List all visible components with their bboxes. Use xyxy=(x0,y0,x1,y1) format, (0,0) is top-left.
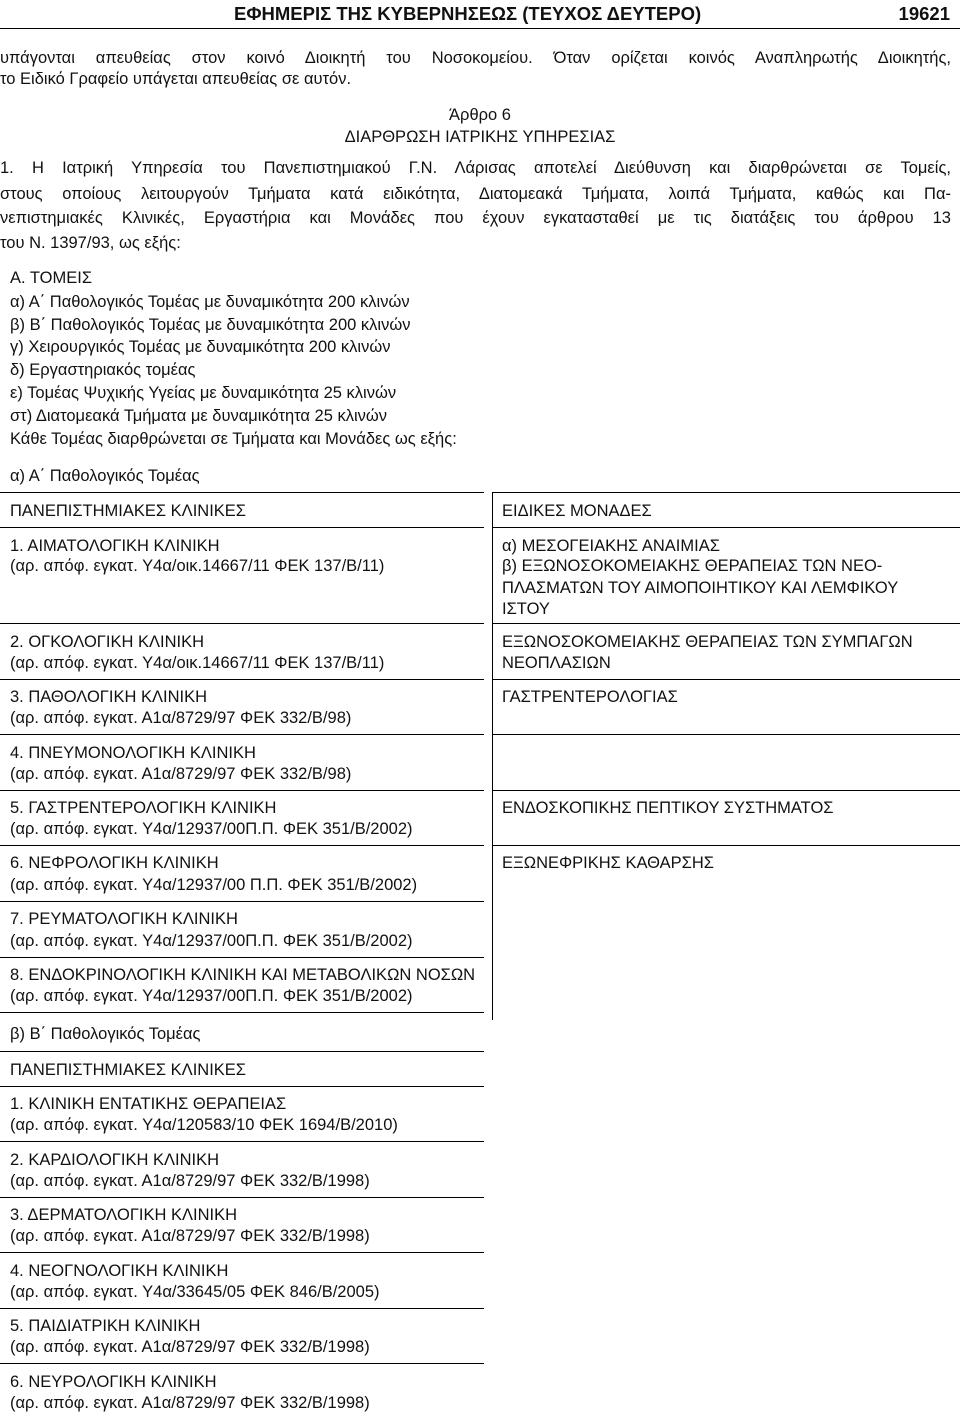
special-unit: ΙΣΤΟΥ xyxy=(502,600,550,618)
row-rule-right xyxy=(492,845,960,846)
article-paragraph-line-3: νεπιστημιακές Κλινικές, Εργαστήρια και Μονάδες που έχουν εγκατασταθεί με τις διατάξεις του άρθρου 13 xyxy=(0,209,951,227)
page-number: 19621 xyxy=(898,3,950,24)
row-rule-right xyxy=(492,623,960,624)
clinic-ref: (αρ. απόφ. εγκατ. Υ4α/οικ.14667/11 ΦΕΚ 137/Β/11) xyxy=(10,654,385,672)
clinic-name: 6. ΝΕΥΡΟΛΟΓΙΚΗ ΚΛΙΝΙΚΗ xyxy=(10,1373,217,1391)
gazette-title: ΕΦΗΜΕΡΙΣ ΤΗΣ ΚΥΒΕΡΝΗΣΕΩΣ (ΤΕΥΧΟΣ ΔΕΥΤΕΡΟ) xyxy=(234,3,702,24)
clinic-ref: (αρ. απόφ. εγκατ. Α1α/8729/97 ΦΕΚ 332/Β/1998) xyxy=(10,1338,370,1356)
article-paragraph-line-1: 1. Η Ιατρική Υπηρεσία του Πανεπιστημιακού Γ.Ν. Λάρισας αποτελεί Διεύθυνση και διαρθρώνεται σε Τομείς, xyxy=(0,159,951,177)
special-units-header: ΕΙΔΙΚΕΣ ΜΟΝΑΔΕΣ xyxy=(502,502,652,520)
sectors-heading: Α. ΤΟΜΕΙΣ xyxy=(10,269,93,287)
clinic-name: 4. ΠΝΕΥΜΟΝΟΛΟΓΙΚΗ ΚΛΙΝΙΚΗ xyxy=(10,744,256,762)
row-rule xyxy=(0,1012,484,1013)
header-rule-left xyxy=(0,527,484,528)
row-rule-right xyxy=(492,679,960,680)
clinic-name: 5. ΠΑΙΔΙΑΤΡΙΚΗ ΚΛΙΝΙΚΗ xyxy=(10,1317,201,1335)
sector-item: ε) Τομέας Ψυχικής Υγείας με δυναμικότητα 25 κλινών xyxy=(10,384,397,402)
row-rule xyxy=(0,1308,484,1309)
clinic-ref: (αρ. απόφ. εγκατ. Α1α/8729/97 ΦΕΚ 332/Β/1998) xyxy=(10,1172,370,1190)
special-unit: ΠΛΑΣΜΑΤΩΝ ΤΟΥ ΑΙΜΟΠΟΙΗΤΙΚΟΥ ΚΑΙ ΛΕΜΦΙΚΟΥ xyxy=(502,579,899,597)
intro-line-2: το Ειδικό Γραφείο υπάγεται απευθείας σε αυτόν. xyxy=(0,70,352,88)
row-rule xyxy=(0,1252,484,1253)
clinic-ref: (αρ. απόφ. εγκατ. Υ4α/12937/00Π.Π. ΦΕΚ 351/Β/2002) xyxy=(10,932,413,950)
row-rule xyxy=(0,1197,484,1198)
row-rule xyxy=(0,901,484,902)
clinic-ref: (αρ. απόφ. εγκατ. Υ4α/12937/00Π.Π. ΦΕΚ 351/Β/2002) xyxy=(10,820,413,838)
clinic-name: 8. ΕΝΔΟΚΡΙΝΟΛΟΓΙΚΗ ΚΛΙΝΙΚΗ ΚΑΙ ΜΕΤΑΒΟΛΙΚΩΝ ΝΟΣΩΝ xyxy=(10,966,476,984)
sector-b-top-rule xyxy=(0,1051,484,1052)
row-rule-right xyxy=(492,790,960,791)
clinic-ref: (αρ. απόφ. εγκατ. Α1α/8729/97 ΦΕΚ 332/Β/1998) xyxy=(10,1227,370,1245)
sector-item: β) Β΄ Παθολογικός Τομέας με δυναμικότητα 200 κλινών xyxy=(10,316,411,334)
row-rule xyxy=(0,845,484,846)
clinic-ref: (αρ. απόφ. εγκατ. Υ4α/12937/00 Π.Π. ΦΕΚ 351/Β/2002) xyxy=(10,876,418,894)
page-header xyxy=(0,0,960,29)
clinic-ref: (αρ. απόφ. εγκατ. Α1α/8729/97 ΦΕΚ 332/Β/98) xyxy=(10,709,352,727)
clinics-header: ΠΑΝΕΠΙΣΤΗΜΙΑΚΕΣ ΚΛΙΝΙΚΕΣ xyxy=(10,502,246,520)
table-column-divider xyxy=(492,492,493,1020)
header-rule-right xyxy=(492,527,960,528)
clinic-name: 3. ΔΕΡΜΑΤΟΛΟΓΙΚΗ ΚΛΙΝΙΚΗ xyxy=(10,1206,238,1224)
clinic-name: 2. ΟΓΚΟΛΟΓΙΚΗ ΚΛΙΝΙΚΗ xyxy=(10,633,205,651)
row-rule xyxy=(0,1141,484,1142)
clinic-name: 1. ΑΙΜΑΤΟΛΟΓΙΚΗ ΚΛΙΝΙΚΗ xyxy=(10,537,220,555)
clinic-name: 4. ΝΕΟΓΝΟΛΟΓΙΚΗ ΚΛΙΝΙΚΗ xyxy=(10,1262,229,1280)
clinic-ref: (αρ. απόφ. εγκατ. Υ4α/120583/10 ΦΕΚ 1694/Β/2010) xyxy=(10,1116,398,1134)
clinic-ref: (αρ. απόφ. εγκατ. Υ4α/12937/00Π.Π. ΦΕΚ 351/Β/2002) xyxy=(10,987,413,1005)
sector-item: γ) Χειρουργικός Τομέας με δυναμικότητα 200 κλινών xyxy=(10,338,391,356)
special-unit: β) ΕΞΩΝΟΣΟΚΟΜΕΙΑΚΗΣ ΘΕΡΑΠΕΙΑΣ ΤΩΝ ΝΕΟ- xyxy=(502,557,883,575)
special-unit: ΓΑΣΤΡΕΝΤΕΡΟΛΟΓΙΑΣ xyxy=(502,688,678,706)
sector-item: δ) Εργαστηριακός τομέας xyxy=(10,361,196,379)
sector-item: α) Α΄ Παθολογικός Τομέας με δυναμικότητα 200 κλινών xyxy=(10,293,410,311)
sector-a-title: α) Α΄ Παθολογικός Τομέας xyxy=(10,467,200,485)
special-unit: ΕΞΩΝΕΦΡΙΚΗΣ ΚΑΘΑΡΣΗΣ xyxy=(502,854,714,872)
row-rule xyxy=(0,734,484,735)
special-unit: ΕΝΔΟΣΚΟΠΙΚΗΣ ΠΕΠΤΙΚΟΥ ΣΥΣΤΗΜΑΤΟΣ xyxy=(502,799,834,817)
clinic-ref: (αρ. απόφ. εγκατ. Υ4α/33645/05 ΦΕΚ 846/Β/2005) xyxy=(10,1283,380,1301)
special-unit: α) ΜΕΣΟΓΕΙΑΚΗΣ ΑΝΑΙΜΙΑΣ xyxy=(502,537,720,555)
sector-item: στ) Διατομεακά Τμήματα με δυναμικότητα 25 κλινών xyxy=(10,407,388,425)
clinic-name: 3. ΠΑΘΟΛΟΓΙΚΗ ΚΛΙΝΙΚΗ xyxy=(10,688,208,706)
clinic-ref: (αρ. απόφ. εγκατ. Α1α/8729/97 ΦΕΚ 332/Β/1998) xyxy=(10,1394,370,1412)
clinic-ref: (αρ. απόφ. εγκατ. Α1α/8729/97 ΦΕΚ 332/Β/98) xyxy=(10,765,352,783)
clinic-name: 2. ΚΑΡΔΙΟΛΟΓΙΚΗ ΚΛΙΝΙΚΗ xyxy=(10,1151,219,1169)
row-rule xyxy=(0,1363,484,1364)
clinic-name: 7. ΡΕΥΜΑΤΟΛΟΓΙΚΗ ΚΛΙΝΙΚΗ xyxy=(10,910,238,928)
row-rule xyxy=(0,679,484,680)
special-unit: ΝΕΟΠΛΑΣΙΩΝ xyxy=(502,654,611,672)
row-rule xyxy=(0,790,484,791)
intro-line-1: υπάγονται απευθείας στον κοινό Διοικητή του Νοσοκομείου. Όταν ορίζεται κοινός Αναπληρωτής Διοικητής, xyxy=(0,49,951,67)
table-top-rule-right xyxy=(492,492,960,493)
article-paragraph-line-2: στους οποίους λειτουργούν Τμήματα κατά ειδικότητα, Διατομεακά Τμήματα, λοιπά Τμήματα, καθώς και Πα- xyxy=(0,185,951,203)
article-number: Άρθρο 6 xyxy=(449,106,511,124)
sector-b-title: β) Β΄ Παθολογικός Τομέας xyxy=(10,1025,201,1043)
article-paragraph-line-4: του Ν. 1397/93, ως εξής: xyxy=(0,234,181,252)
clinic-name: 6. ΝΕΦΡΟΛΟΓΙΚΗ ΚΛΙΝΙΚΗ xyxy=(10,854,219,872)
clinic-ref: (αρ. απόφ. εγκατ. Υ4α/οικ.14667/11 ΦΕΚ 137/Β/11) xyxy=(10,557,385,575)
clinic-name: 5. ΓΑΣΤΡΕΝΤΕΡΟΛΟΓΙΚΗ ΚΛΙΝΙΚΗ xyxy=(10,799,277,817)
row-rule-right xyxy=(492,734,960,735)
article-title: ΔΙΑΡΘΡΩΣΗ ΙΑΤΡΙΚΗΣ ΥΠΗΡΕΣΙΑΣ xyxy=(344,128,616,146)
clinics-header: ΠΑΝΕΠΙΣΤΗΜΙΑΚΕΣ ΚΛΙΝΙΚΕΣ xyxy=(10,1061,246,1079)
clinic-name: 1. ΚΛΙΝΙΚΗ ΕΝΤΑΤΙΚΗΣ ΘΕΡΑΠΕΙΑΣ xyxy=(10,1095,287,1113)
structure-note: Κάθε Τομέας διαρθρώνεται σε Τμήματα και Μονάδες ως εξής: xyxy=(10,430,457,448)
row-rule xyxy=(0,957,484,958)
table-top-rule-left xyxy=(0,492,484,493)
row-rule xyxy=(0,623,484,624)
header-rule-left xyxy=(0,1086,484,1087)
special-unit: ΕΞΩΝΟΣΟΚΟΜΕΙΑΚΗΣ ΘΕΡΑΠΕΙΑΣ ΤΩΝ ΣΥΜΠΑΓΩΝ xyxy=(502,633,913,651)
